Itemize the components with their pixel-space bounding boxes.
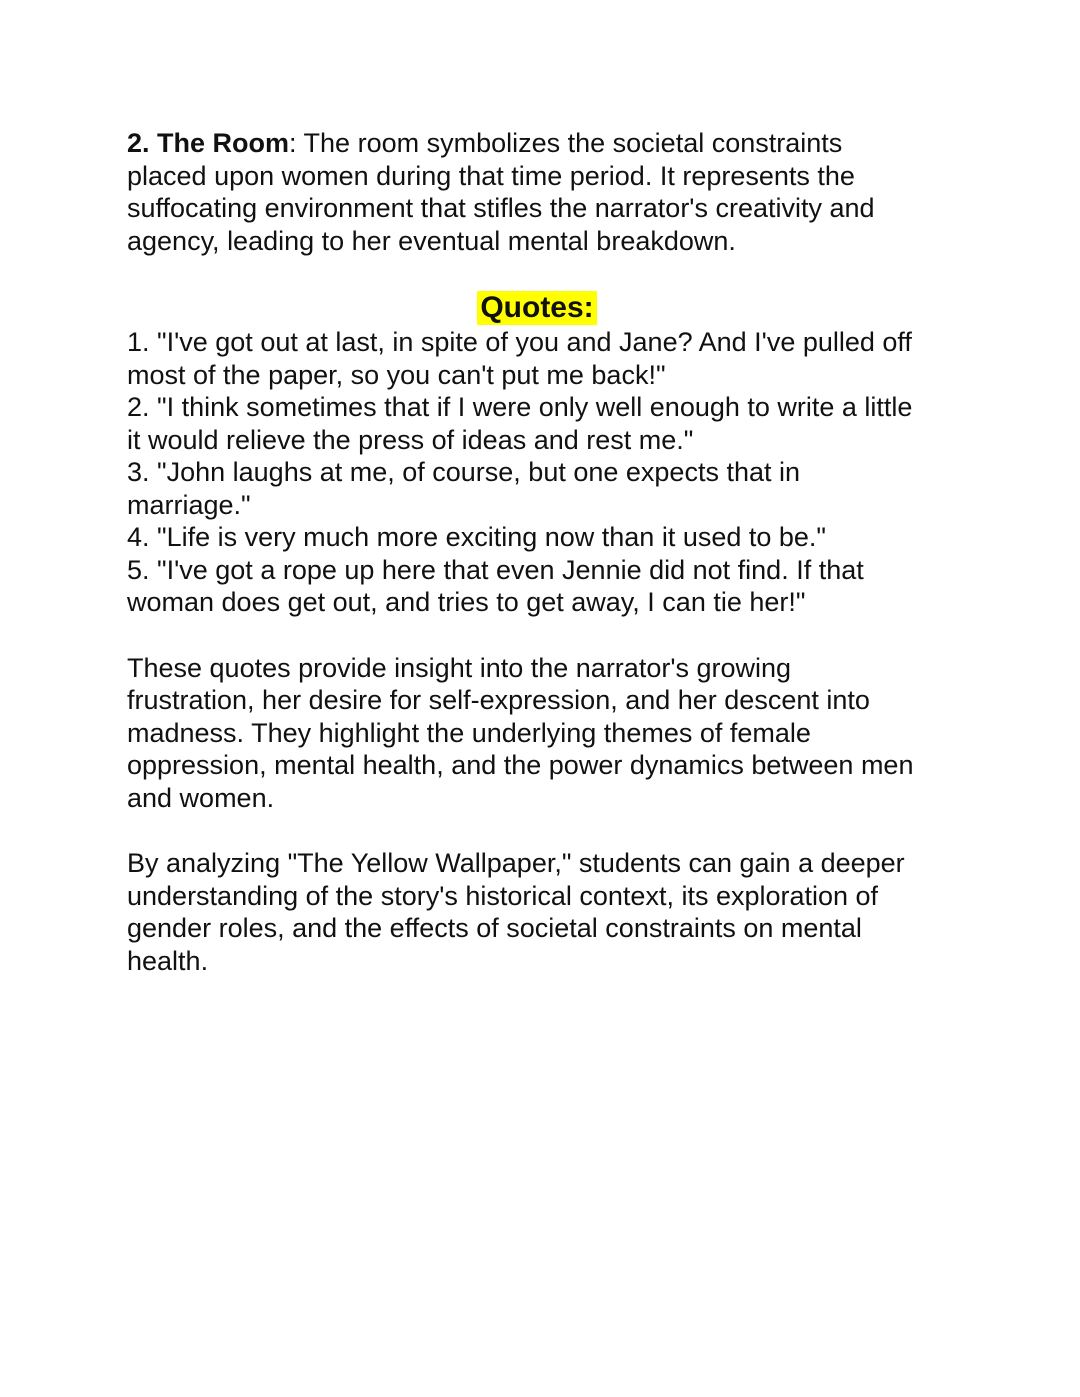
quote-item: 3. "John laughs at me, of course, but one expects that in marriage.": [127, 457, 800, 520]
room-paragraph: [127, 127, 967, 257]
room-section-colon: :: [289, 128, 297, 158]
room-section-text: The room symbolizes the societal constraints placed upon women during that time period. It represents the suffocating environment that stifles the narrator's creativity and agency, leading to her eventual mental breakdown.: [127, 128, 875, 256]
document-content: [127, 127, 967, 977]
quotes-heading-wrapper: [107, 291, 967, 325]
quotes-heading: Quotes:: [477, 291, 596, 325]
quote-item: 5. "I've got a rope up here that even Jennie did not find. If that woman does get out, and tries to get away, I can tie her!": [127, 554, 864, 617]
quote-item: 1. "I've got out at last, in spite of you and Jane? And I've pulled off most of the paper, so you can't put me back!": [127, 327, 912, 390]
quote-item: 2. "I think sometimes that if I were only well enough to write a little it would relieve the press of ideas and rest me.": [127, 392, 913, 455]
quotes-list: [127, 326, 967, 619]
room-section-title: 2. The Room: [127, 128, 290, 158]
conclusion-paragraph: By analyzing "The Yellow Wallpaper," students can gain a deeper understanding of the story's historical context, its exploration of gender roles, and the effects of societal constraints on mental health.: [127, 848, 905, 976]
insight-paragraph: These quotes provide insight into the narrator's growing frustration, her desire for self-expression, and her descent into madness. They highlight the underlying themes of female oppression, mental health, and the power dynamics between men and women.: [127, 652, 914, 813]
quote-item: 4. "Life is very much more exciting now than it used to be.": [127, 522, 827, 552]
